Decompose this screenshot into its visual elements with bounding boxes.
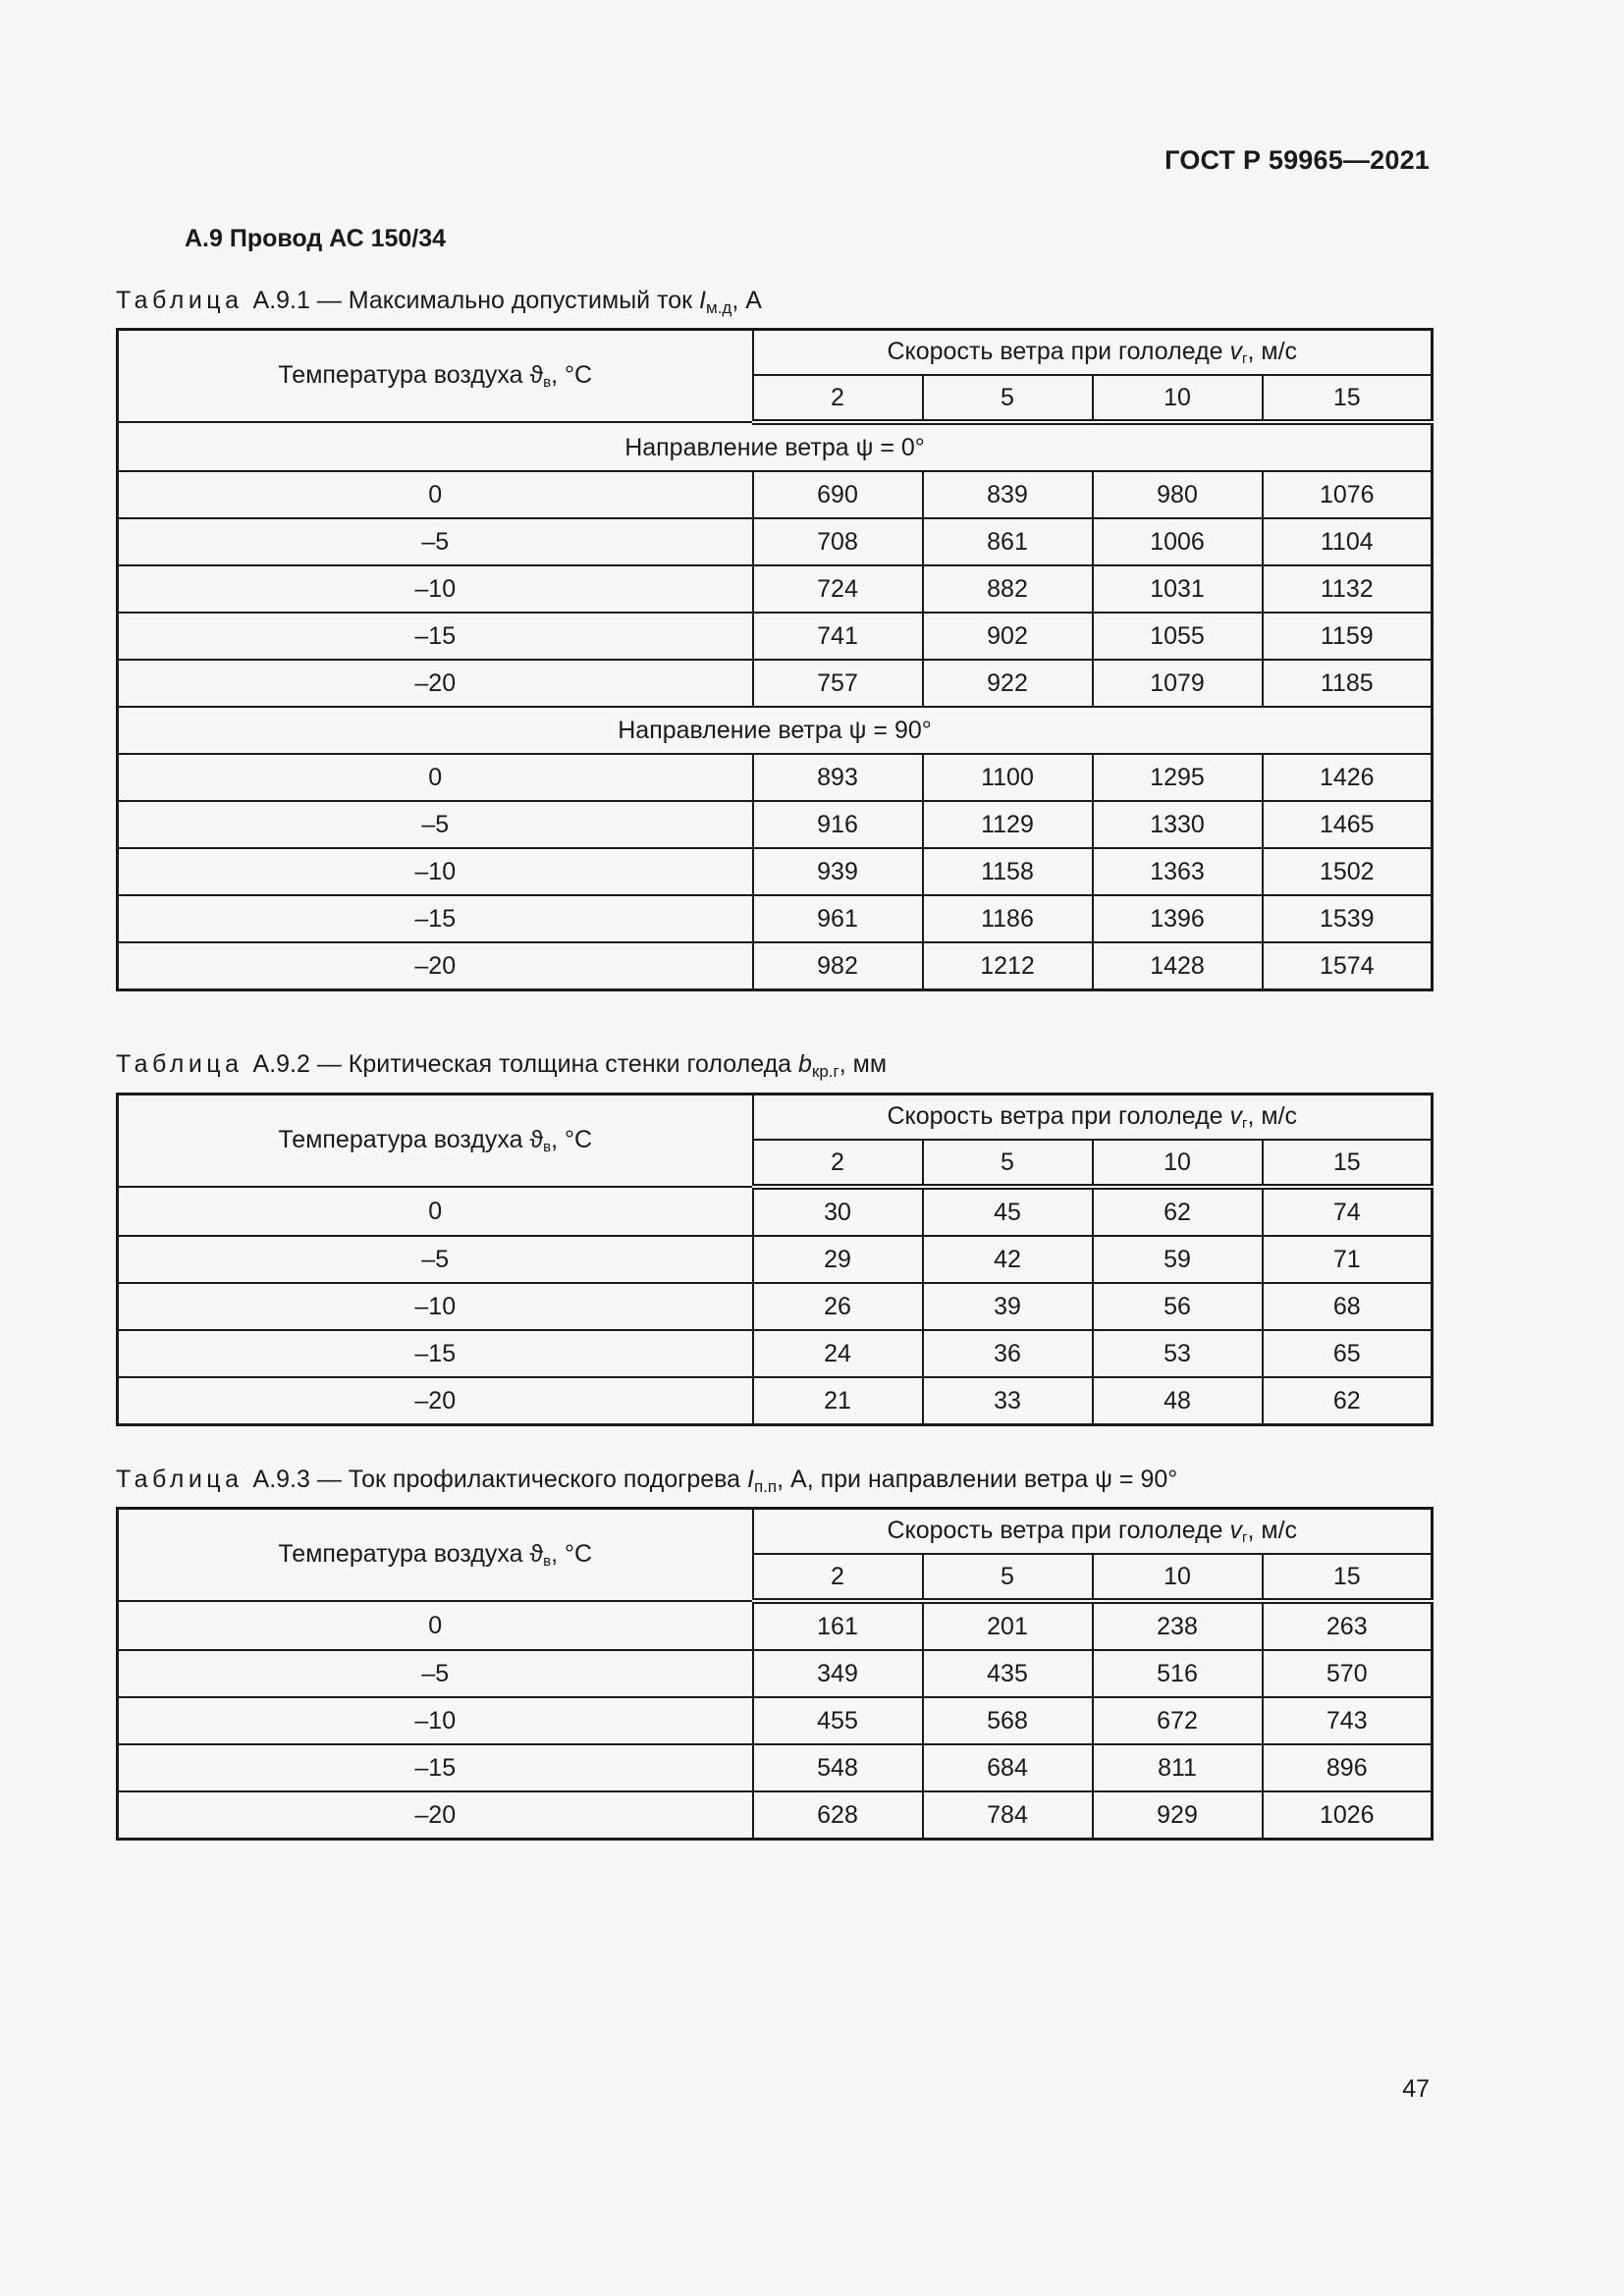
temperature-cell: –5 bbox=[118, 1236, 753, 1283]
value-cell: 53 bbox=[1093, 1330, 1263, 1377]
header-row bbox=[118, 1095, 1433, 1141]
value-cell: 59 bbox=[1093, 1236, 1263, 1283]
temperature-cell: –15 bbox=[118, 1330, 753, 1377]
value-cell: 896 bbox=[1263, 1744, 1433, 1791]
temperature-cell: –20 bbox=[118, 942, 753, 990]
value-cell: 811 bbox=[1093, 1744, 1263, 1791]
value-cell: 922 bbox=[923, 660, 1093, 707]
temperature-cell: –15 bbox=[118, 1744, 753, 1791]
table-row bbox=[118, 660, 1433, 707]
table-row bbox=[118, 895, 1433, 942]
caption-word: Таблица bbox=[116, 1466, 244, 1493]
temperature-header-sub: в bbox=[543, 1553, 552, 1570]
value-cell: 1159 bbox=[1263, 613, 1433, 660]
caption-tail: , А, при направлении ветра ψ = 90° bbox=[777, 1466, 1178, 1493]
caption-text: А.9.3 — Ток профилактического подогрева bbox=[252, 1466, 748, 1493]
temperature-cell: –20 bbox=[118, 1791, 753, 1840]
wind-speed-unit: , м/с bbox=[1247, 1517, 1298, 1544]
caption-word: Таблица bbox=[116, 287, 244, 314]
temperature-cell: –20 bbox=[118, 1377, 753, 1425]
value-cell: 349 bbox=[753, 1650, 923, 1697]
wind-direction-label: Направление ветра ψ = 90° bbox=[118, 707, 1433, 754]
caption-subscript: п.п bbox=[754, 1477, 778, 1496]
temperature-header bbox=[118, 1509, 753, 1602]
section-title: А.9 Провод АС 150/34 bbox=[185, 225, 447, 252]
caption-tail: , А bbox=[731, 287, 762, 314]
wind-speed-var: v bbox=[1229, 338, 1243, 365]
value-cell: 743 bbox=[1263, 1697, 1433, 1744]
table-body bbox=[118, 330, 1433, 990]
value-cell: 757 bbox=[753, 660, 923, 707]
value-cell: 1129 bbox=[923, 801, 1093, 848]
direction-row bbox=[118, 422, 1433, 471]
temperature-header-sub: в bbox=[543, 1139, 552, 1155]
table-row bbox=[118, 1650, 1433, 1697]
value-cell: 628 bbox=[753, 1791, 923, 1840]
value-cell: 516 bbox=[1093, 1650, 1263, 1697]
direction-row bbox=[118, 707, 1433, 754]
wind-direction-label: Направление ветра ψ = 0° bbox=[118, 422, 1433, 471]
temperature-cell: –10 bbox=[118, 1697, 753, 1744]
value-cell: 1363 bbox=[1093, 848, 1263, 895]
value-cell: 1158 bbox=[923, 848, 1093, 895]
wind-speed-header-text: Скорость ветра при гололеде bbox=[887, 1102, 1230, 1130]
value-cell: 1100 bbox=[923, 754, 1093, 801]
temperature-header bbox=[118, 1095, 753, 1188]
table-row bbox=[118, 942, 1433, 990]
value-cell: 882 bbox=[923, 565, 1093, 613]
wind-speed-sub: г bbox=[1242, 1115, 1248, 1132]
caption-variable: I bbox=[747, 1466, 754, 1493]
value-cell: 1132 bbox=[1263, 565, 1433, 613]
table-row bbox=[118, 1377, 1433, 1425]
temperature-cell: –20 bbox=[118, 660, 753, 707]
value-cell: 724 bbox=[753, 565, 923, 613]
temperature-header-unit: , °С bbox=[551, 361, 593, 389]
speed-value-cell: 10 bbox=[1093, 375, 1263, 422]
value-cell: 708 bbox=[753, 518, 923, 565]
caption-subscript: кр.г bbox=[811, 1062, 839, 1081]
value-cell: 1186 bbox=[923, 895, 1093, 942]
temperature-cell: –5 bbox=[118, 518, 753, 565]
value-cell: 982 bbox=[753, 942, 923, 990]
table-row bbox=[118, 1187, 1433, 1236]
page-number: 47 bbox=[1402, 2075, 1430, 2103]
speed-value-cell: 15 bbox=[1263, 1554, 1433, 1601]
speed-value-cell: 2 bbox=[753, 375, 923, 422]
document-code: ГОСТ Р 59965—2021 bbox=[1164, 145, 1430, 175]
wind-speed-sub: г bbox=[1242, 1529, 1248, 1546]
table-row bbox=[118, 754, 1433, 801]
value-cell: 24 bbox=[753, 1330, 923, 1377]
caption-text: А.9.2 — Критическая толщина стенки гололеда bbox=[252, 1050, 798, 1078]
value-cell: 1465 bbox=[1263, 801, 1433, 848]
table-row bbox=[118, 1697, 1433, 1744]
value-cell: 36 bbox=[923, 1330, 1093, 1377]
table-row bbox=[118, 848, 1433, 895]
value-cell: 861 bbox=[923, 518, 1093, 565]
data-table bbox=[116, 328, 1434, 991]
value-cell: 71 bbox=[1263, 1236, 1433, 1283]
speed-value-cell: 2 bbox=[753, 1140, 923, 1187]
value-cell: 65 bbox=[1263, 1330, 1433, 1377]
speed-value-cell: 10 bbox=[1093, 1140, 1263, 1187]
temperature-cell: 0 bbox=[118, 1601, 753, 1650]
table-row bbox=[118, 1236, 1433, 1283]
caption-tail: , мм bbox=[839, 1050, 888, 1078]
value-cell: 1574 bbox=[1263, 942, 1433, 990]
temperature-cell: 0 bbox=[118, 471, 753, 518]
value-cell: 548 bbox=[753, 1744, 923, 1791]
value-cell: 1330 bbox=[1093, 801, 1263, 848]
value-cell: 48 bbox=[1093, 1377, 1263, 1425]
value-cell: 33 bbox=[923, 1377, 1093, 1425]
temperature-cell: 0 bbox=[118, 754, 753, 801]
value-cell: 455 bbox=[753, 1697, 923, 1744]
data-table bbox=[116, 1093, 1434, 1426]
value-cell: 30 bbox=[753, 1187, 923, 1236]
table-caption bbox=[116, 287, 762, 318]
wind-speed-unit: , м/с bbox=[1247, 338, 1298, 365]
value-cell: 56 bbox=[1093, 1283, 1263, 1330]
value-cell: 39 bbox=[923, 1283, 1093, 1330]
table-caption bbox=[116, 1050, 887, 1082]
value-cell: 74 bbox=[1263, 1187, 1433, 1236]
value-cell: 684 bbox=[923, 1744, 1093, 1791]
value-cell: 568 bbox=[923, 1697, 1093, 1744]
value-cell: 1031 bbox=[1093, 565, 1263, 613]
value-cell: 672 bbox=[1093, 1697, 1263, 1744]
value-cell: 939 bbox=[753, 848, 923, 895]
temperature-cell: 0 bbox=[118, 1187, 753, 1236]
value-cell: 690 bbox=[753, 471, 923, 518]
table-row bbox=[118, 1791, 1433, 1840]
value-cell: 784 bbox=[923, 1791, 1093, 1840]
caption-variable: b bbox=[798, 1050, 812, 1078]
value-cell: 741 bbox=[753, 613, 923, 660]
caption-text: А.9.1 — Максимально допустимый ток bbox=[252, 287, 700, 314]
table-row bbox=[118, 1330, 1433, 1377]
value-cell: 961 bbox=[753, 895, 923, 942]
caption-word: Таблица bbox=[116, 1050, 244, 1078]
speed-value-cell: 2 bbox=[753, 1554, 923, 1601]
value-cell: 839 bbox=[923, 471, 1093, 518]
data-table bbox=[116, 1507, 1434, 1841]
value-cell: 1076 bbox=[1263, 471, 1433, 518]
caption-variable: I bbox=[699, 287, 706, 314]
temperature-cell: –10 bbox=[118, 1283, 753, 1330]
value-cell: 1539 bbox=[1263, 895, 1433, 942]
wind-speed-unit: , м/с bbox=[1247, 1102, 1298, 1130]
value-cell: 893 bbox=[753, 754, 923, 801]
value-cell: 238 bbox=[1093, 1601, 1263, 1650]
value-cell: 1185 bbox=[1263, 660, 1433, 707]
temperature-header-unit: , °С bbox=[551, 1540, 593, 1568]
temperature-header-sub: в bbox=[543, 374, 552, 391]
speed-value-cell: 15 bbox=[1263, 1140, 1433, 1187]
value-cell: 1104 bbox=[1263, 518, 1433, 565]
wind-speed-var: v bbox=[1229, 1102, 1243, 1130]
temperature-header-text: Температура воздуха ϑ bbox=[278, 361, 544, 389]
temperature-cell: –10 bbox=[118, 848, 753, 895]
value-cell: 929 bbox=[1093, 1791, 1263, 1840]
value-cell: 1079 bbox=[1093, 660, 1263, 707]
temperature-cell: –10 bbox=[118, 565, 753, 613]
value-cell: 62 bbox=[1093, 1187, 1263, 1236]
speed-value-cell: 5 bbox=[923, 1554, 1093, 1601]
value-cell: 570 bbox=[1263, 1650, 1433, 1697]
table-caption bbox=[116, 1466, 1177, 1497]
value-cell: 1502 bbox=[1263, 848, 1433, 895]
temperature-header-text: Температура воздуха ϑ bbox=[278, 1540, 544, 1568]
wind-speed-header bbox=[753, 1509, 1433, 1555]
wind-speed-header-text: Скорость ветра при гололеде bbox=[887, 338, 1230, 365]
caption-subscript: м.д bbox=[706, 298, 732, 317]
value-cell: 62 bbox=[1263, 1377, 1433, 1425]
value-cell: 263 bbox=[1263, 1601, 1433, 1650]
table-row bbox=[118, 518, 1433, 565]
value-cell: 1428 bbox=[1093, 942, 1263, 990]
table-row bbox=[118, 1744, 1433, 1791]
value-cell: 45 bbox=[923, 1187, 1093, 1236]
temperature-cell: –15 bbox=[118, 895, 753, 942]
value-cell: 201 bbox=[923, 1601, 1093, 1650]
value-cell: 1006 bbox=[1093, 518, 1263, 565]
table-row bbox=[118, 1283, 1433, 1330]
wind-speed-header bbox=[753, 330, 1433, 376]
wind-speed-header bbox=[753, 1095, 1433, 1141]
value-cell: 1396 bbox=[1093, 895, 1263, 942]
value-cell: 1026 bbox=[1263, 1791, 1433, 1840]
temperature-header bbox=[118, 330, 753, 423]
wind-speed-header-text: Скорость ветра при гололеде bbox=[887, 1517, 1230, 1544]
speed-value-cell: 15 bbox=[1263, 375, 1433, 422]
header-row bbox=[118, 1509, 1433, 1555]
table-row bbox=[118, 471, 1433, 518]
table-row bbox=[118, 613, 1433, 660]
value-cell: 21 bbox=[753, 1377, 923, 1425]
value-cell: 161 bbox=[753, 1601, 923, 1650]
value-cell: 435 bbox=[923, 1650, 1093, 1697]
table-body bbox=[118, 1095, 1433, 1425]
value-cell: 68 bbox=[1263, 1283, 1433, 1330]
temperature-header-text: Температура воздуха ϑ bbox=[278, 1126, 544, 1153]
speed-value-cell: 5 bbox=[923, 375, 1093, 422]
speed-value-cell: 5 bbox=[923, 1140, 1093, 1187]
value-cell: 1055 bbox=[1093, 613, 1263, 660]
wind-speed-var: v bbox=[1229, 1517, 1243, 1544]
table-row bbox=[118, 1601, 1433, 1650]
value-cell: 29 bbox=[753, 1236, 923, 1283]
temperature-header-unit: , °С bbox=[551, 1126, 593, 1153]
wind-speed-sub: г bbox=[1242, 350, 1248, 367]
value-cell: 902 bbox=[923, 613, 1093, 660]
value-cell: 980 bbox=[1093, 471, 1263, 518]
speed-value-cell: 10 bbox=[1093, 1554, 1263, 1601]
temperature-cell: –5 bbox=[118, 1650, 753, 1697]
table-body bbox=[118, 1509, 1433, 1840]
value-cell: 916 bbox=[753, 801, 923, 848]
table-row bbox=[118, 565, 1433, 613]
header-row bbox=[118, 330, 1433, 376]
temperature-cell: –15 bbox=[118, 613, 753, 660]
value-cell: 1295 bbox=[1093, 754, 1263, 801]
temperature-cell: –5 bbox=[118, 801, 753, 848]
value-cell: 1212 bbox=[923, 942, 1093, 990]
value-cell: 1426 bbox=[1263, 754, 1433, 801]
value-cell: 42 bbox=[923, 1236, 1093, 1283]
table-row bbox=[118, 801, 1433, 848]
value-cell: 26 bbox=[753, 1283, 923, 1330]
